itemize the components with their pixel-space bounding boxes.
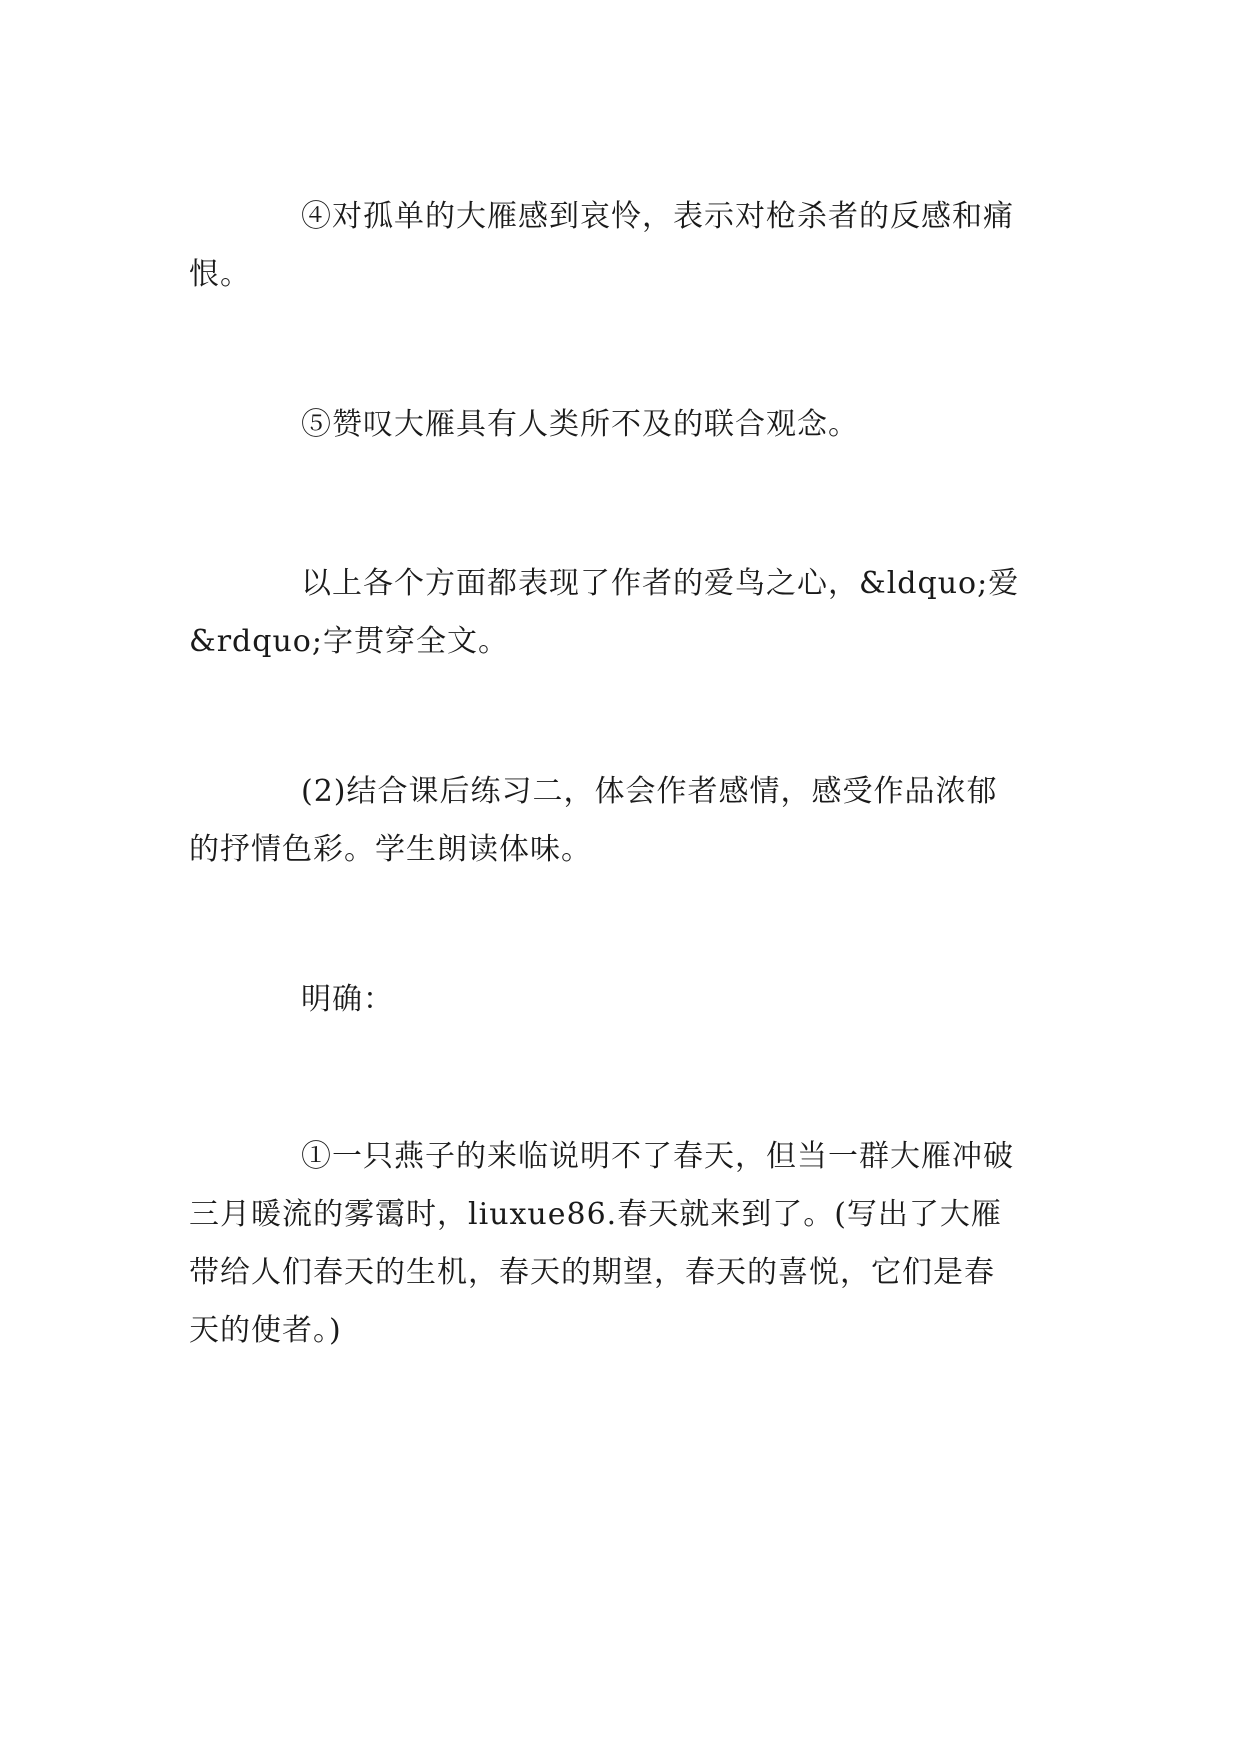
paragraph-mingque — [189, 971, 1049, 1029]
paragraph-line: ⑤赞叹大雁具有人类所不及的联合观念。 — [301, 407, 859, 442]
paragraph-line: 三月暖流的雾霭时，liuxue86.春天就来到了。(写出了大雁 — [189, 1197, 1002, 1232]
paragraph-line: 明确： — [301, 982, 394, 1017]
paragraph-line: 以上各个方面都表现了作者的爱鸟之心，&ldquo;爱 — [301, 566, 1020, 601]
paragraph-line: ①一只燕子的来临说明不了春天，但当一群大雁冲破 — [301, 1139, 1014, 1174]
paragraph-line: 天的使者。) — [189, 1313, 342, 1348]
paragraph-summary — [189, 555, 1049, 671]
paragraph-line: 恨。 — [189, 257, 251, 292]
paragraph-line: ④对孤单的大雁感到哀怜，表示对枪杀者的反感和痛 — [301, 199, 1014, 234]
paragraph-item-5 — [189, 396, 1049, 454]
paragraph-line: &rdquo;字贯穿全文。 — [189, 624, 509, 659]
paragraph-line: 带给人们春天的生机，春天的期望，春天的喜悦，它们是春 — [189, 1255, 995, 1290]
paragraph-line: (2)结合课后练习二，体会作者感情，感受作品浓郁 — [301, 774, 998, 809]
paragraph-item-4 — [189, 188, 1049, 304]
paragraph-answer-1 — [189, 1128, 1049, 1360]
paragraph-question-2 — [189, 763, 1049, 879]
paragraph-line: 的抒情色彩。学生朗读体味。 — [189, 832, 592, 867]
